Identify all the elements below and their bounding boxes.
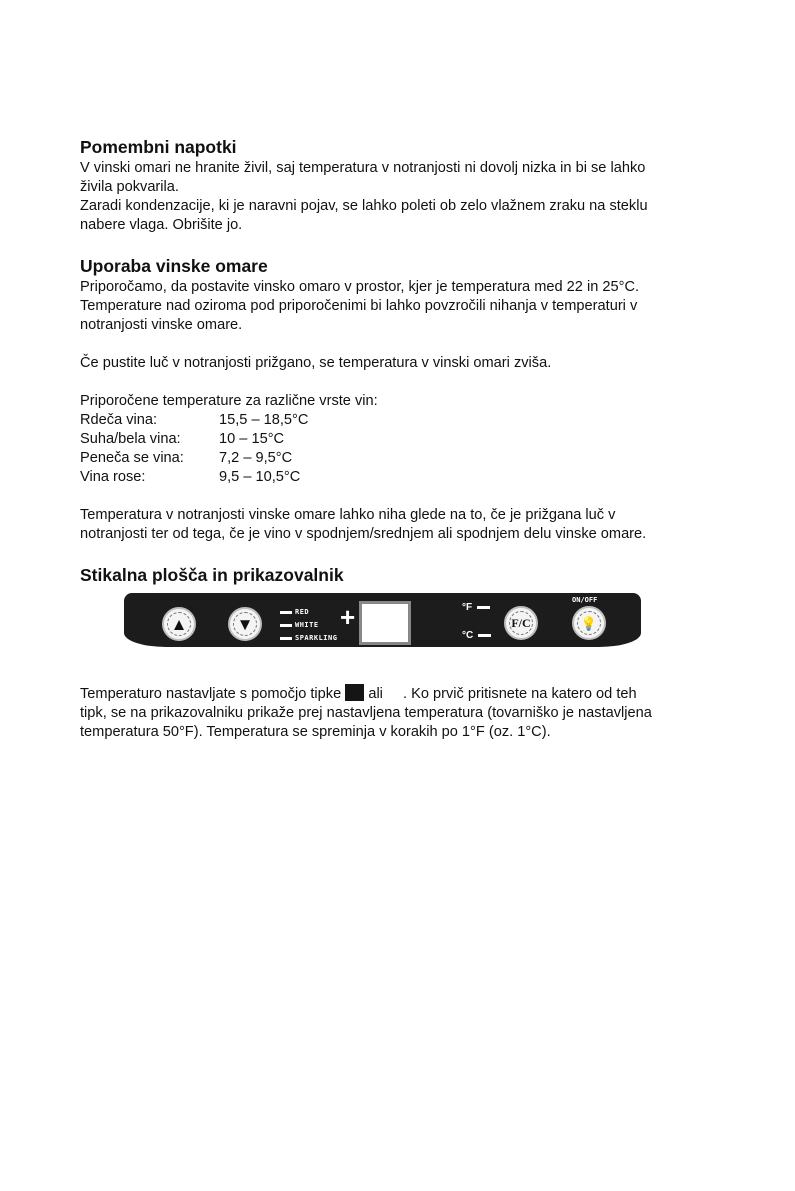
- text-line: temperatura 50°F). Temperatura se spreminja v korakih po 1°F (oz. 1°C).: [80, 724, 551, 740]
- temp-down-button[interactable]: [228, 607, 262, 641]
- text-line: Temperaturo nastavljate s pomočjo tipke ali . Ko prvič pritisnete na katero od teh: [80, 686, 637, 702]
- heading-usage: Uporaba vinske omare: [80, 256, 268, 276]
- text-line: Temperature nad oziroma pod priporočenimi bi lahko povzročili nihanja v temperaturi v: [80, 298, 638, 314]
- text-line: Priporočamo, da postavite vinsko omaro v prostor, kjer je temperatura med 22 in 25°C.: [80, 279, 640, 295]
- panel-description: [80, 684, 720, 742]
- wine-row: [80, 411, 720, 430]
- wine-row: [80, 430, 720, 449]
- down-key-icon: [345, 684, 364, 701]
- indicator-celsius: °C: [462, 630, 491, 641]
- wine-name: Vina rose:: [80, 469, 146, 485]
- heading-important-notes: Pomembni napotki: [80, 137, 237, 157]
- wine-name: Peneča se vina:: [80, 450, 184, 466]
- indicator-white: WHITE: [280, 620, 337, 630]
- text-line: Temperatura v notranjosti vinske omare lahko niha glede na to, če je prižgana luč v: [80, 507, 616, 523]
- plus-sign: +: [340, 602, 356, 632]
- fc-toggle-label: F/C: [511, 615, 531, 630]
- indicator-fahrenheit: °F: [462, 602, 490, 613]
- text-line: živila pokvarila.: [80, 179, 179, 195]
- onoff-label: ON/OFF: [572, 596, 598, 604]
- wine-temp: 9,5 – 10,5°C: [219, 469, 301, 485]
- indicator-red: RED: [280, 607, 337, 617]
- arrow-up-icon: ▲: [170, 614, 188, 634]
- wine-row: [80, 449, 720, 468]
- indicator-sparkling: SPARKLING: [280, 633, 337, 643]
- wine-intro: Priporočene temperature za različne vrste vin:: [80, 393, 378, 409]
- light-onoff-button[interactable]: [572, 606, 606, 640]
- wine-type-indicators: [280, 607, 337, 646]
- heading-control-panel: Stikalna plošča in prikazovalnik: [80, 565, 344, 585]
- document-body: [80, 136, 720, 587]
- wine-name: Rdeča vina:: [80, 412, 158, 428]
- text-line: Zaradi kondenzacije, ki je naravni pojav, se lahko poleti ob zelo vlažnem zraku na steklu: [80, 198, 648, 214]
- text-line: nabere vlaga. Obrišite jo.: [80, 217, 243, 233]
- text-line: notranjosti vinske omare.: [80, 317, 243, 333]
- temp-up-button[interactable]: [162, 607, 196, 641]
- wine-name: Suha/bela vina:: [80, 431, 181, 447]
- temperature-display: [359, 601, 411, 645]
- text-line: tipk, se na prikazovalniku prikaže prej nastavljena temperatura (tovarniško je nastavljena: [80, 705, 652, 721]
- control-panel-illustration: [124, 593, 644, 657]
- text-line: V vinski omari ne hranite živil, saj temperatura v notranjosti ni dovolj nizka in bi se lahko: [80, 160, 646, 176]
- text-line: Če pustite luč v notranjosti prižgano, se temperatura v vinski omari zviša.: [80, 355, 552, 371]
- arrow-down-icon: ▼: [236, 614, 254, 634]
- text-line: notranjosti ter od tega, če je vino v spodnjem/srednjem ali spodnjem delu vinske omare.: [80, 526, 647, 542]
- wine-temp: 15,5 – 18,5°C: [219, 412, 309, 428]
- wine-temp: 10 – 15°C: [219, 431, 285, 447]
- wine-row: [80, 468, 720, 487]
- wine-temp: 7,2 – 9,5°C: [219, 450, 293, 466]
- fc-toggle-button[interactable]: [504, 606, 538, 640]
- lightbulb-icon: 💡: [580, 615, 598, 631]
- control-panel: [124, 593, 641, 647]
